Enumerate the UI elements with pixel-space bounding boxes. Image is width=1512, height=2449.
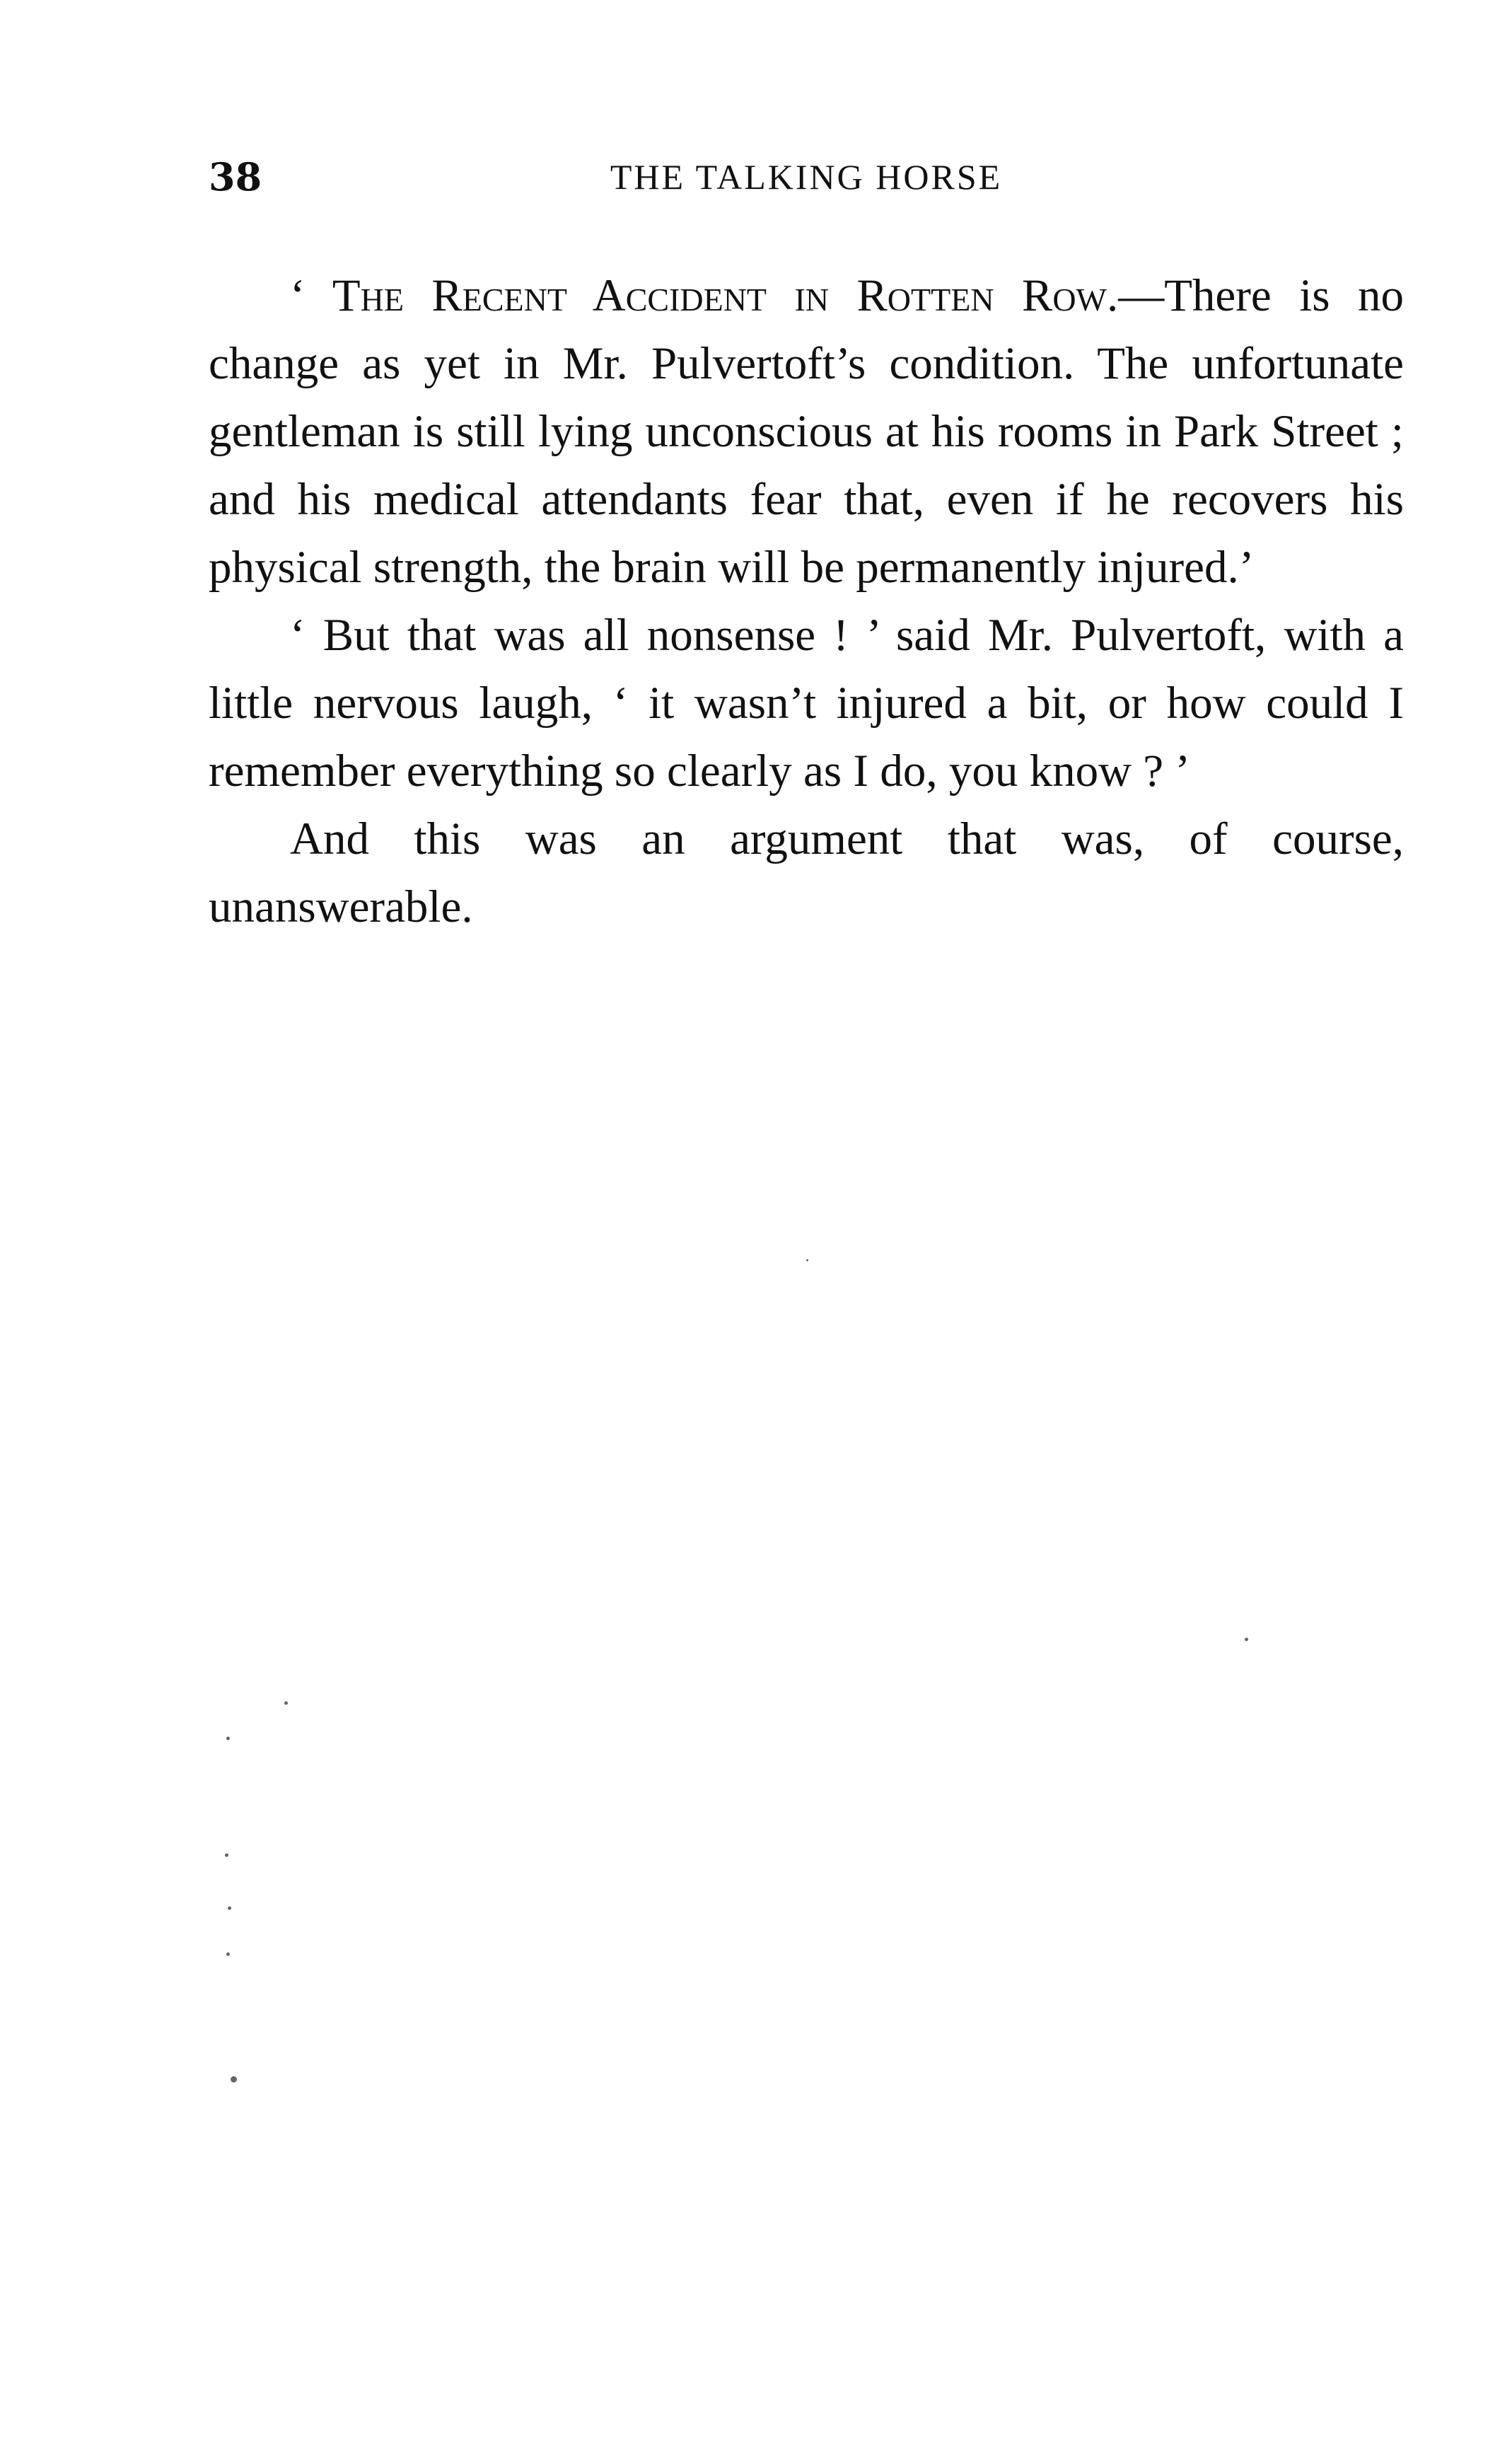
paragraph-pulvertoft-reply: ‘ But that was all nonsense ! ’ said Mr. Pulvertoft, with a little nervous laugh, ‘ it wasn’t injured a bit, or how could I remember everything so clearly as I do, you know ? ’ (209, 610, 1404, 797)
page-header (209, 149, 1404, 205)
paragraph-conclusion: And this was an argument that was, of course, unanswerable. (209, 814, 1404, 932)
notice-body: —There is no change as yet in Mr. Pulvertoft’s condition. The unfortunate gentleman is still lying unconscious at his rooms in Park Street ; and his medical attendants fear that, even if he recovers his physical strength, the brain will be permanently injured.’ (209, 270, 1404, 593)
paragraph-newspaper-notice (209, 262, 1404, 601)
running-title: THE TALKING HORSE (610, 157, 1003, 197)
notice-heading: ‘ The Recent Accident in Rotten Row. (290, 270, 1119, 321)
body-text (209, 262, 1404, 941)
page-number: 38 (209, 154, 262, 199)
